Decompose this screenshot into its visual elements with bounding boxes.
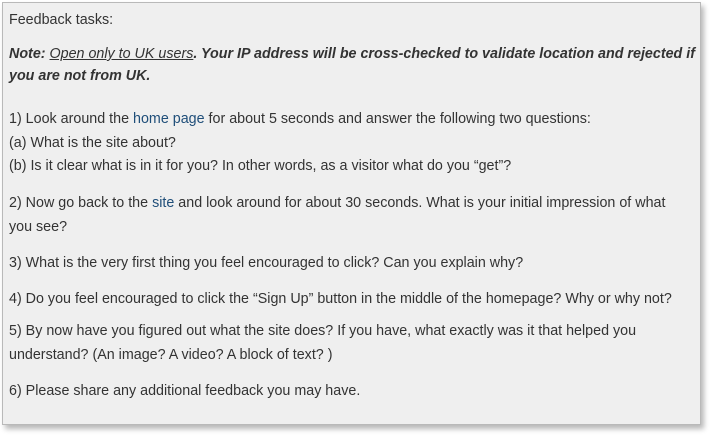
note-line1-rest: . Your IP address will be cross-checked to validate location and rejected if bbox=[193, 46, 695, 62]
task-5-line-2: understand? (An image? A video? A block of text? ) bbox=[9, 347, 333, 363]
task-2-line-1 bbox=[9, 194, 665, 212]
task-3-line: 3) What is the very first thing you feel encouraged to click? Can you explain why? bbox=[9, 255, 524, 271]
task-1-prefix: 1) Look around the bbox=[9, 111, 130, 127]
site-link[interactable]: site bbox=[152, 195, 175, 211]
task-4-line: 4) Do you feel encouraged to click the “Sign Up” button in the middle of the homepage? Why or why not? bbox=[9, 291, 672, 307]
task-2-line-2: you see? bbox=[9, 219, 68, 235]
task-1-question-a: (a) What is the site about? bbox=[9, 135, 176, 151]
task-1-line bbox=[9, 110, 591, 128]
note-highlight: Open only to UK users bbox=[49, 46, 194, 62]
task-5-line-1: 5) By now have you figured out what the site does? If you have, what exactly was it that helped you bbox=[9, 323, 637, 339]
task-2-prefix: 2) Now go back to the bbox=[9, 195, 149, 211]
task-2-suffix: and look around for about 30 seconds. What is your initial impression of what bbox=[178, 195, 666, 211]
note-line-2: you are not from UK. bbox=[9, 68, 151, 84]
note-line-1 bbox=[9, 45, 695, 63]
task-6-line: 6) Please share any additional feedback you may have. bbox=[9, 383, 361, 399]
note-prefix: Note: bbox=[9, 46, 46, 62]
task-1-suffix: for about 5 seconds and answer the following two questions: bbox=[208, 111, 591, 127]
task-1-question-b: (b) Is it clear what is in it for you? In other words, as a visitor what do you “get”? bbox=[9, 158, 512, 174]
feedback-panel bbox=[2, 2, 701, 425]
feedback-heading: Feedback tasks: bbox=[9, 12, 114, 28]
home-page-link[interactable]: home page bbox=[133, 111, 205, 127]
